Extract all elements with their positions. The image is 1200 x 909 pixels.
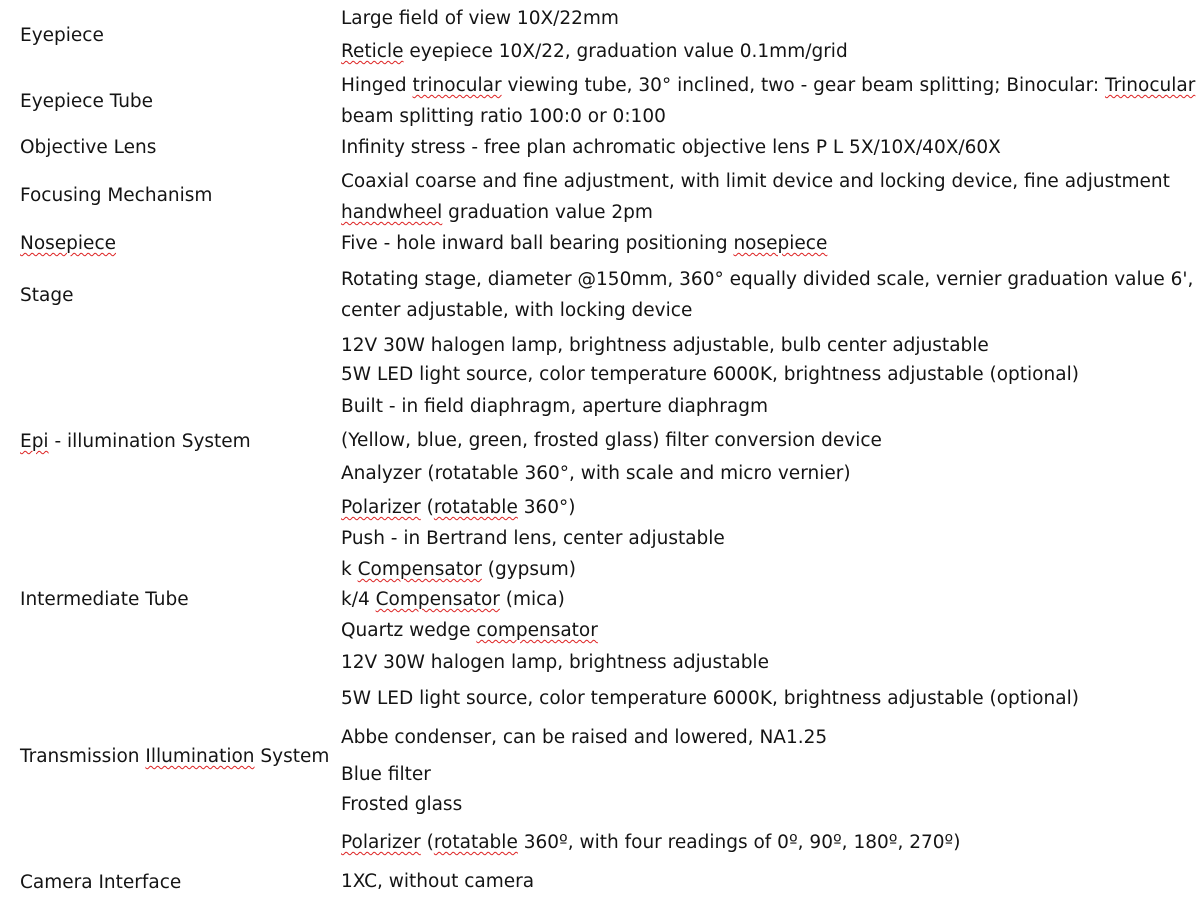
text-segment: 12V 30W halogen lamp, brightness adjustable (341, 652, 769, 673)
text-segment: Quartz wedge (341, 620, 477, 641)
spellcheck-flagged-word: Compensator (375, 589, 500, 610)
spellcheck-flagged-word: rotatable (433, 832, 518, 853)
spec-label: Camera Interface (20, 872, 182, 893)
text-segment: Rotating stage, diameter @150mm, 360° equally divided scale, vernier graduation value 6', (341, 269, 1194, 290)
text-segment: 360º, with four readings of 0º, 90º, 180º, 270º) (517, 832, 961, 853)
spec-value-line (341, 430, 882, 452)
spellcheck-flagged-word: nosepiece (733, 233, 828, 254)
spellcheck-flagged-word: Polarizer (341, 497, 421, 518)
spellcheck-flagged-word: compensator (476, 620, 598, 641)
text-segment: Analyzer (rotatable 360°, with scale and micro vernier) (341, 463, 851, 484)
spec-value-line (341, 233, 827, 255)
spec-value-line (341, 794, 462, 816)
text-segment: Built - in field diaphragm, aperture diaphragm (341, 396, 768, 417)
text-segment: 5W LED light source, color temperature 6000K, brightness adjustable (optional) (341, 688, 1079, 709)
spec-value-line (341, 463, 851, 485)
spec-label: Epi - illumination System (20, 431, 251, 452)
text-segment: Push - in Bertrand lens, center adjustable (341, 528, 725, 549)
spec-label (20, 233, 116, 255)
spec-value-line (341, 8, 619, 30)
spec-value-line (341, 688, 1079, 710)
spellcheck-flagged-word: Compensator (357, 559, 482, 580)
text-segment: Five - hole inward ball bearing positioning (341, 233, 734, 254)
spellcheck-flagged-word: Epi (20, 431, 49, 452)
spec-label: Transmission Illumination System (20, 746, 330, 767)
text-segment: Coaxial coarse and fine adjustment, with limit device and locking device, fine adjustment (341, 171, 1170, 192)
text-segment: Frosted glass (341, 794, 463, 815)
spec-value-line (341, 171, 1170, 193)
text-segment: center adjustable, with locking device (341, 300, 693, 321)
spec-value-line (341, 620, 598, 642)
spec-value-line (341, 335, 989, 357)
spec-value-line (341, 871, 534, 893)
spec-value-line (341, 202, 653, 224)
spellcheck-flagged-word: Reticle (341, 41, 404, 62)
spec-value-line (341, 41, 848, 63)
text-segment: eyepiece 10X/22, graduation value 0.1mm/grid (403, 41, 848, 62)
spec-label: Objective Lens (20, 137, 157, 158)
text-segment: Blue filter (341, 764, 431, 785)
text-segment: k/4 (341, 589, 376, 610)
spec-label: Stage (20, 285, 74, 306)
spec-value-line (341, 396, 768, 418)
text-segment: (mica) (499, 589, 565, 610)
text-segment: k (341, 559, 358, 580)
spec-value-line (341, 497, 576, 519)
spec-label: Eyepiece Tube (20, 91, 154, 112)
text-segment: viewing tube, 30° inclined, two - gear beam splitting; Binocular: (501, 75, 1105, 96)
text-segment: 5W LED light source, color temperature 6000K, brightness adjustable (optional) (341, 364, 1079, 385)
spec-value-line (341, 106, 666, 128)
spec-value-line (341, 75, 1195, 97)
text-segment: 1XC, without camera (341, 871, 535, 892)
text-segment: ( (420, 497, 434, 518)
spec-value-line (341, 559, 576, 581)
spec-label: Focusing Mechanism (20, 185, 213, 206)
text-segment: Infinity stress - free plan achromatic objective lens P L 5X/10X/40X/60X (341, 137, 1001, 158)
spellcheck-flagged-word: rotatable (433, 497, 518, 518)
text-segment: Large field of view 10X/22mm (341, 8, 619, 29)
spellcheck-flagged-word: handwheel (341, 202, 443, 223)
text-segment: Abbe condenser, can be raised and lowered, NA1.25 (341, 727, 828, 748)
text-segment: Hinged (341, 75, 413, 96)
spec-value-line (341, 300, 692, 322)
text-segment: beam splitting ratio 100:0 or 0:100 (341, 106, 666, 127)
text-segment: ( (420, 832, 434, 853)
spec-value-line (341, 364, 1079, 386)
spec-label-text: Nosepiece (20, 233, 116, 254)
spec-value-line (341, 137, 1001, 159)
spellcheck-flagged-word: Illumination (145, 746, 255, 767)
spec-value-line (341, 589, 565, 611)
spec-value-line (341, 652, 769, 674)
spec-value-line (341, 727, 827, 749)
spellcheck-flagged-word: Polarizer (341, 832, 421, 853)
spec-value-line (341, 269, 1193, 291)
spellcheck-flagged-word: trinocular (412, 75, 502, 96)
text-segment: (gypsum) (481, 559, 577, 580)
text-segment: (Yellow, blue, green, frosted glass) filter conversion device (341, 430, 882, 451)
text-segment: 360°) (517, 497, 576, 518)
spellcheck-flagged-word: Trinocular (1104, 75, 1196, 96)
spec-value-line (341, 528, 725, 550)
spec-label: Intermediate Tube (20, 589, 189, 610)
text-segment: 12V 30W halogen lamp, brightness adjustable, bulb center adjustable (341, 335, 989, 356)
spec-label: Eyepiece (20, 25, 104, 46)
spec-value-line (341, 832, 960, 854)
spec-value-line (341, 764, 431, 786)
text-segment: graduation value 2pm (442, 202, 653, 223)
